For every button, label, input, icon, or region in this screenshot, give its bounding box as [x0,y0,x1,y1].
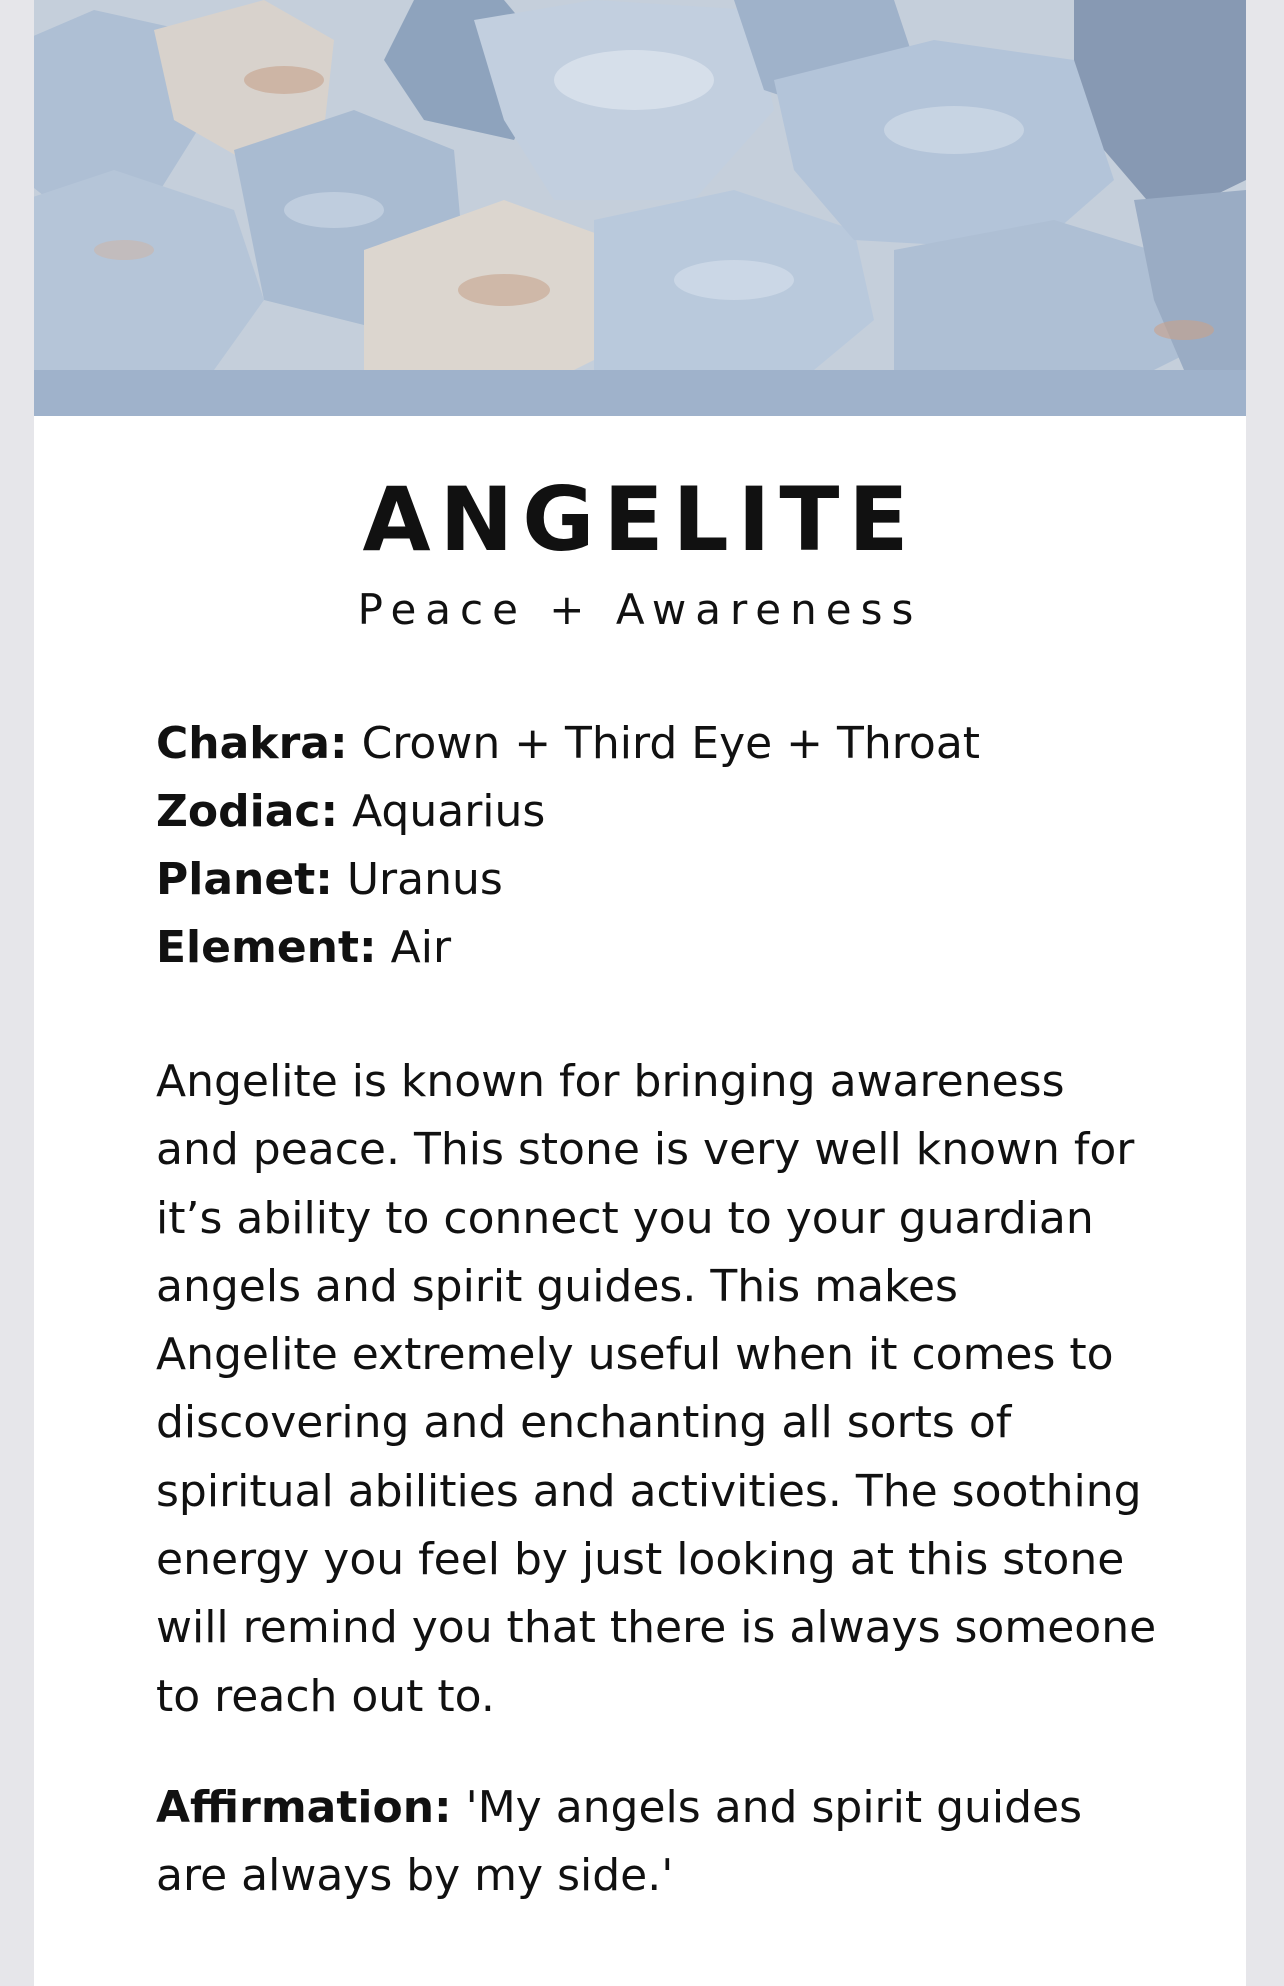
property-value: Uranus [346,854,503,905]
affirmation-text: 'My angels and spirit guides [465,1782,1083,1833]
description-line: Angelite is known for bringing awareness [156,1056,1065,1107]
description-line: and peace. This stone is very well known for [156,1124,1135,1176]
property-chakra [156,710,1196,778]
property-element [156,914,1196,982]
affirmation-label: Affirmation: [156,1782,452,1833]
description-line: angels and spirit guides. This makes [156,1260,958,1312]
property-label: Chakra: [156,718,348,769]
property-label: Planet: [156,854,333,905]
affirmation-text: are always by my side.' [156,1850,674,1901]
property-label: Zodiac: [156,786,339,837]
property-planet [156,846,1196,914]
property-value: Crown + Third Eye + Throat [361,718,981,769]
description-line: it’s ability to connect you to your guardian [156,1192,1094,1244]
affirmation [156,1774,1196,1910]
description-line: energy you feel by just looking at this stone [156,1534,1125,1586]
stone-properties [156,710,1196,982]
description-line: Angelite extremely useful when it comes to [156,1329,1114,1381]
property-value: Air [390,922,452,973]
stone-tagline: Peace + Awareness [357,585,923,634]
description-line: spiritual abilities and activities. The soothing [156,1465,1142,1517]
description-line: will remind you that there is always someone [156,1602,1157,1654]
property-zodiac [156,778,1196,846]
description-line: discovering and enchanting all sorts of [156,1397,1012,1449]
stone-name: ANGELITE [362,468,918,571]
property-value: Aquarius [352,786,546,837]
property-label: Element: [156,922,377,973]
accent-band [34,370,1246,416]
stone-description [156,1048,1196,1731]
angelite-stones-photo [34,0,1246,370]
crystal-info-card [34,0,1246,1986]
description-line: to reach out to. [156,1670,495,1722]
